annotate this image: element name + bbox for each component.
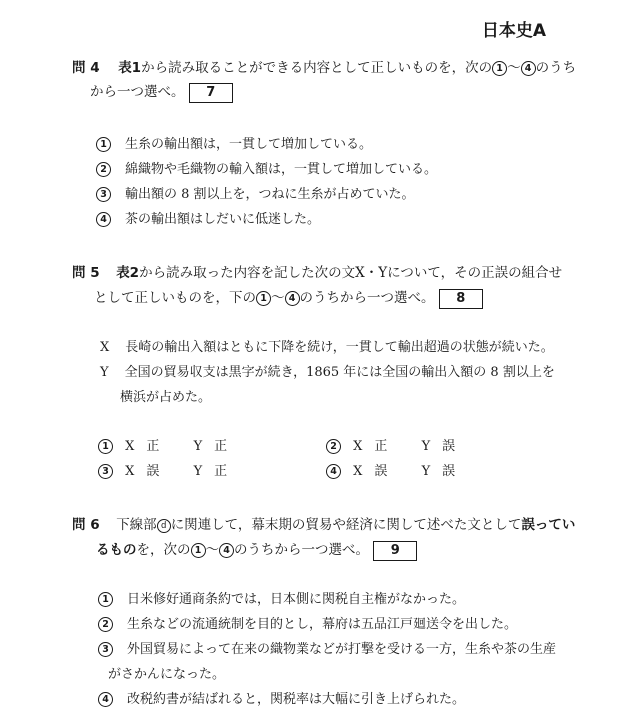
option-number-3: 3 xyxy=(98,642,113,657)
option-text: 日米修好通商条約では，日本側に関税自主権がなかった。 xyxy=(127,592,466,607)
table-2-ref: 表2 xyxy=(116,265,140,281)
question-6-prompt: に関連して，幕末期の貿易や経済に関して述べた文として xyxy=(170,517,522,533)
question-4-line-2 xyxy=(90,80,233,103)
question-5-line-2 xyxy=(94,286,483,309)
underline-ref-prefix: 下線部 xyxy=(116,517,157,533)
question-4-line-1 xyxy=(72,56,576,76)
y-label: Y xyxy=(421,464,431,479)
question-6-emphasis: 誤ってい xyxy=(521,517,576,533)
statement-text: 長崎の輸出入額はともに下降を続け，一貫して輸出超過の状態が続いた。 xyxy=(125,340,554,355)
question-6-label: 問 6 xyxy=(72,517,100,533)
answer-box-8[interactable]: 8 xyxy=(439,289,483,309)
x-label: X xyxy=(125,464,135,479)
y-value: 誤 xyxy=(442,464,456,479)
x-value: 正 xyxy=(146,439,160,454)
underline-marker-d: d xyxy=(157,519,171,533)
q4-option-1[interactable] xyxy=(96,133,372,152)
statement-letter: Y xyxy=(100,365,109,380)
y-label: Y xyxy=(193,464,203,479)
range-start-1: 1 xyxy=(191,543,206,558)
question-4-label: 問 4 xyxy=(72,60,100,76)
statement-y xyxy=(100,361,555,380)
option-text: 改税約書が結ばれると，関税率は大幅に引き上げられた。 xyxy=(127,692,466,707)
option-text: 輸出額の 8 割以上を，つねに生糸が占めていた。 xyxy=(125,187,415,202)
answer-box-7[interactable]: 7 xyxy=(189,83,233,103)
x-value: 誤 xyxy=(146,464,160,479)
q6-option-2[interactable] xyxy=(98,613,517,632)
choice-number-4: 4 xyxy=(326,464,341,479)
range-start-1: 1 xyxy=(256,291,271,306)
choice-number-3: 3 xyxy=(98,464,113,479)
table-1-ref: 表1 xyxy=(118,60,142,76)
option-text: 綿織物や毛織物の輸入額は，一貫して増加している。 xyxy=(125,162,438,177)
range-sep: 〜 xyxy=(271,290,285,306)
statement-y-cont: 横浜が占めた。 xyxy=(120,390,212,405)
y-value: 正 xyxy=(214,464,228,479)
question-4-prompt: から読み取ることができる内容として正しいものを，次の xyxy=(141,60,493,76)
y-value: 誤 xyxy=(442,439,456,454)
option-number-2: 2 xyxy=(98,617,113,632)
range-sep: 〜 xyxy=(205,542,219,558)
question-6-prompt-tail: のうちから一つ選べ。 xyxy=(234,542,369,558)
option-number-2: 2 xyxy=(96,162,111,177)
q5-choice-3[interactable] xyxy=(98,460,227,479)
question-6-prompt-cont: を，次の xyxy=(136,542,191,558)
question-4-prompt-cont: から一つ選べ。 xyxy=(90,84,185,100)
choice-number-2: 2 xyxy=(326,439,341,454)
q4-option-2[interactable] xyxy=(96,158,437,177)
option-text: 茶の輸出額はしだいに低迷した。 xyxy=(125,212,321,227)
option-number-1: 1 xyxy=(98,592,113,607)
question-5-prompt: から読み取った内容を記した次の文X・Yについて，その正誤の組合せ xyxy=(139,265,563,281)
range-sep: 〜 xyxy=(507,60,521,76)
q6-option-3[interactable] xyxy=(98,638,556,657)
x-label: X xyxy=(125,439,135,454)
x-label: X xyxy=(353,464,363,479)
q6-option-1[interactable] xyxy=(98,588,465,607)
choice-number-1: 1 xyxy=(98,439,113,454)
q5-choice-1[interactable] xyxy=(98,435,227,454)
option-number-4: 4 xyxy=(96,212,111,227)
option-number-1: 1 xyxy=(96,137,111,152)
answer-box-9[interactable]: 9 xyxy=(373,541,417,561)
page-header-subject: 日本史A xyxy=(481,21,546,41)
x-value: 正 xyxy=(374,439,388,454)
statement-x xyxy=(100,336,554,355)
statement-letter: X xyxy=(100,340,110,355)
q4-option-3[interactable] xyxy=(96,183,415,202)
y-label: Y xyxy=(193,439,203,454)
question-5-prompt-tail: のうちから一つ選べ。 xyxy=(299,290,435,306)
question-6-line-1 xyxy=(72,513,575,533)
range-end-4: 4 xyxy=(285,291,300,306)
question-5-label: 問 5 xyxy=(72,265,100,281)
statement-text: 全国の貿易収支は黒字が続き，1865 年には全国の輸出入額の 8 割以上を xyxy=(124,365,555,380)
option-text: 生糸の輸出額は，一貫して増加している。 xyxy=(125,137,373,152)
question-6-line-2 xyxy=(96,538,417,561)
q5-choice-2[interactable] xyxy=(326,435,455,454)
x-value: 誤 xyxy=(374,464,388,479)
question-6-emphasis-cont: るもの xyxy=(96,542,137,558)
option-text: 外国貿易によって在来の織物業などが打撃を受ける一方，生糸や茶の生産 xyxy=(127,642,557,657)
range-end-4: 4 xyxy=(521,61,536,76)
option-text: 生糸などの流通統制を目的とし，幕府は五品江戸廻送令を出した。 xyxy=(127,617,518,632)
y-value: 正 xyxy=(214,439,228,454)
q6-option-3-cont: がさかんになった。 xyxy=(108,667,226,682)
range-start-1: 1 xyxy=(492,61,507,76)
range-end-4: 4 xyxy=(219,543,234,558)
option-number-3: 3 xyxy=(96,187,111,202)
question-5-line-1 xyxy=(72,261,562,281)
question-5-prompt-cont: として正しいものを，下の xyxy=(94,290,256,306)
y-label: Y xyxy=(421,439,431,454)
x-label: X xyxy=(353,439,363,454)
q5-choice-4[interactable] xyxy=(326,460,455,479)
q6-option-4[interactable] xyxy=(98,688,465,707)
question-4-prompt-tail: のうち xyxy=(535,60,577,76)
option-number-4: 4 xyxy=(98,692,113,707)
q4-option-4[interactable] xyxy=(96,208,320,227)
